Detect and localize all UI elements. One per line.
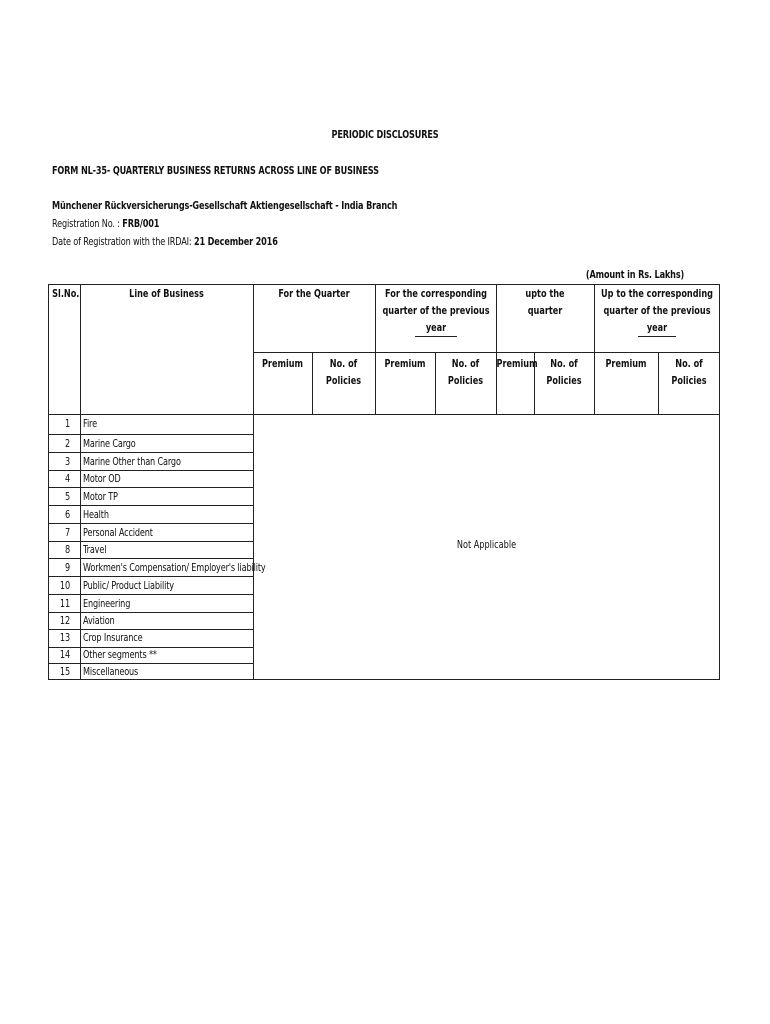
row-divider	[48, 434, 253, 435]
row-line-of-business: Fire	[83, 417, 97, 430]
row-divider	[48, 612, 253, 613]
row-line-of-business: Workmen's Compensation/ Employer's liability	[83, 561, 266, 574]
row-line-of-business: Motor TP	[83, 490, 118, 503]
divider	[594, 284, 595, 414]
page-heading: PERIODIC DISCLOSURES	[331, 128, 439, 141]
row-number: 2	[64, 437, 70, 450]
subheader-no-of-policies: No. of Policies	[447, 357, 484, 387]
divider	[375, 284, 376, 414]
divider	[80, 414, 81, 680]
registration-value: FRB/001	[122, 217, 160, 230]
row-number: 9	[64, 561, 70, 574]
divider	[253, 352, 720, 353]
row-number: 6	[64, 508, 70, 521]
row-divider	[48, 576, 253, 577]
registration-date-label: Date of Registration with the IRDAI:	[52, 235, 194, 248]
divider	[48, 414, 720, 415]
divider	[253, 284, 254, 680]
amount-note: (Amount in Rs. Lakhs)	[585, 268, 685, 281]
row-line-of-business: Miscellaneous	[83, 665, 139, 678]
row-divider	[48, 594, 253, 595]
registration-label: Registration No. :	[52, 217, 123, 230]
table-border	[48, 284, 720, 680]
row-number: 10	[59, 579, 70, 592]
header-upto-the-quarter: upto the quarter	[525, 287, 565, 317]
row-divider	[48, 452, 253, 453]
not-applicable-note: Not Applicable	[456, 538, 517, 551]
row-number: 12	[59, 614, 70, 627]
header-upto-corresponding-quarter: Up to the corresponding quarter of the previous year	[601, 287, 713, 334]
row-divider	[48, 541, 253, 542]
row-line-of-business: Marine Other than Cargo	[83, 455, 181, 468]
row-line-of-business: Travel	[83, 543, 107, 556]
row-number: 3	[64, 455, 70, 468]
row-number: 8	[64, 543, 70, 556]
row-line-of-business: Engineering	[83, 597, 131, 610]
row-number: 14	[59, 648, 70, 661]
row-number: 1	[64, 417, 70, 430]
underline	[638, 336, 676, 337]
registration-date-value: 21 December 2016	[193, 235, 278, 248]
row-line-of-business: Crop Insurance	[83, 631, 143, 644]
underline	[415, 336, 457, 337]
registration-line	[52, 217, 159, 230]
subheader-no-of-policies: No. of Policies	[325, 357, 362, 387]
row-divider	[48, 505, 253, 506]
row-number: 4	[64, 472, 70, 485]
row-number: 13	[59, 631, 70, 644]
header-corresponding-quarter: For the corresponding quarter of the previous year	[382, 287, 490, 334]
row-line-of-business: Personal Accident	[83, 526, 153, 539]
subheader-premium: Premium	[384, 357, 426, 370]
row-line-of-business: Public/ Product Liability	[83, 579, 174, 592]
divider	[496, 284, 497, 414]
form-title: FORM NL-35- QUARTERLY BUSINESS RETURNS ACROSS LINE OF BUSINESS	[52, 164, 379, 177]
divider	[80, 284, 81, 414]
header-line-of-business: Line of Business	[129, 287, 204, 300]
row-divider	[48, 629, 253, 630]
row-line-of-business: Health	[83, 508, 109, 521]
row-number: 5	[64, 490, 70, 503]
row-line-of-business: Marine Cargo	[83, 437, 136, 450]
row-number: 15	[59, 665, 70, 678]
row-divider	[48, 663, 253, 664]
row-divider	[48, 523, 253, 524]
row-number: 7	[64, 526, 70, 539]
header-for-the-quarter: For the Quarter	[278, 287, 350, 300]
subheader-no-of-policies: No. of Policies	[546, 357, 582, 387]
company-name: Münchener Rückversicherungs-Gesellschaft Aktiengesellschaft - India Branch	[52, 199, 398, 212]
row-line-of-business: Aviation	[83, 614, 115, 627]
subheader-premium: Premium	[605, 357, 647, 370]
subheader-premium: Premium	[261, 357, 304, 370]
subheader-no-of-policies: No. of Policies	[671, 357, 707, 387]
header-slno: Sl.No.	[52, 287, 80, 300]
row-divider	[48, 470, 253, 471]
row-line-of-business: Other segments **	[83, 648, 157, 661]
registration-date-line	[52, 235, 278, 248]
row-divider	[48, 487, 253, 488]
row-line-of-business: Motor OD	[83, 472, 121, 485]
row-number: 11	[59, 597, 70, 610]
subheader-premium: Premium	[496, 357, 538, 370]
row-divider	[48, 558, 253, 559]
